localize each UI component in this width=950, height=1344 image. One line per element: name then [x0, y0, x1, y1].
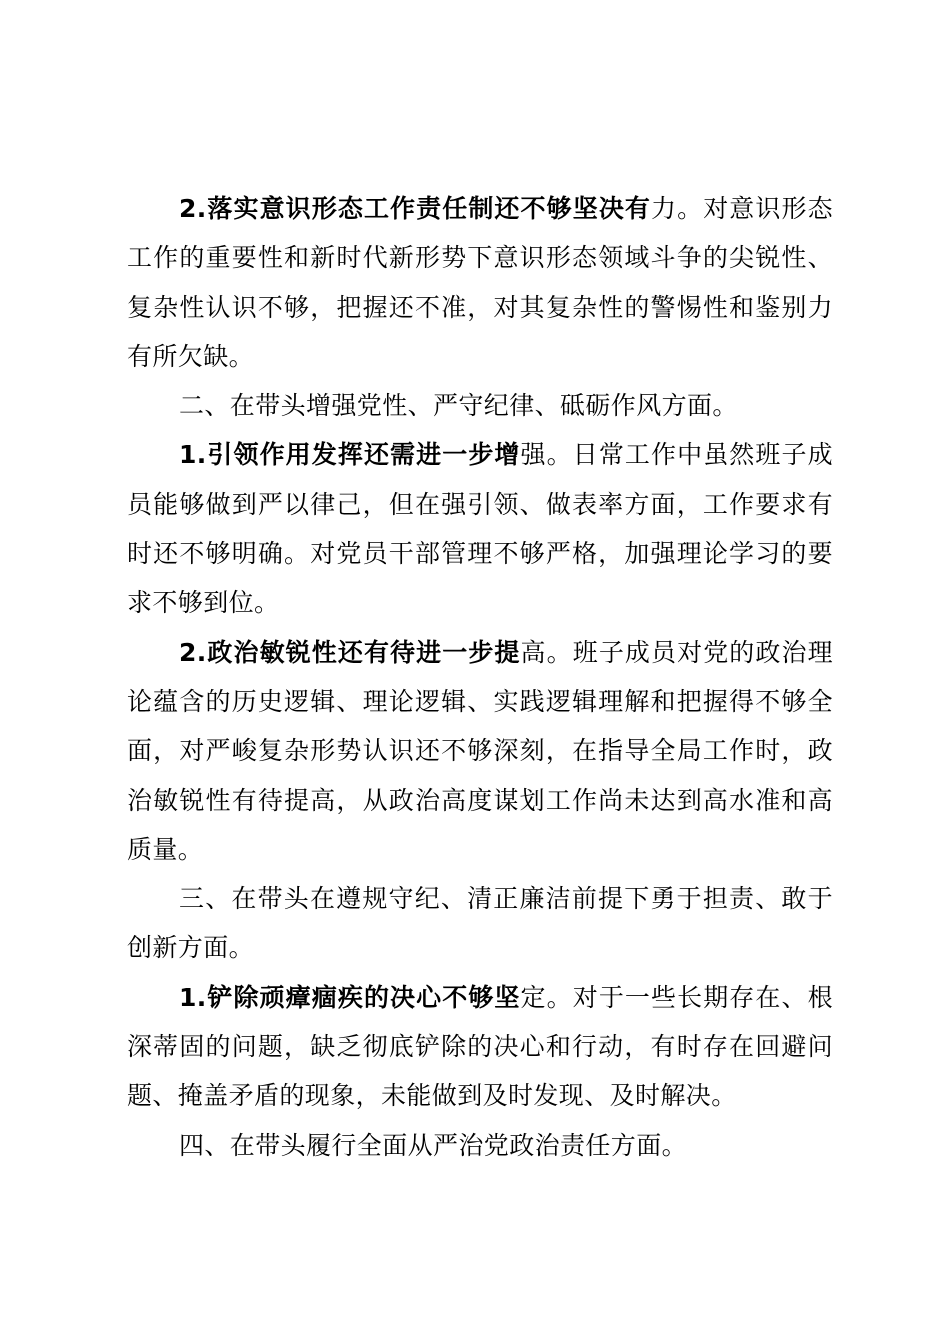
paragraph-lead: 1.引领作用发挥还需进一步增: [179, 440, 521, 470]
section-heading-three: [127, 874, 833, 973]
paragraph-text: 四、在带头履行全面从严治党政治责任方面。: [179, 1130, 688, 1160]
paragraph-political-sensitivity: [127, 628, 833, 874]
paragraph-text: 三、在带头在遵规守纪、清正廉洁前提下勇于担责、敢于创新方面。: [127, 884, 833, 963]
paragraph-lead: 1.铲除顽瘴痼疾的决心不够坚: [179, 982, 521, 1012]
paragraph-ideology-responsibility: [127, 184, 833, 381]
paragraph-eradication-resolve: [127, 973, 833, 1121]
section-heading-two: [127, 381, 833, 430]
paragraph-lead: 2.落实意识形态工作责任制还不够坚决有: [179, 194, 652, 223]
document-body: [127, 184, 833, 1170]
paragraph-text: 二、在带头增强党性、严守纪律、砥砺作风方面。: [179, 391, 738, 421]
paragraph-text: 力。对意识形态工作的重要性和新时代新形势下意识形态领域斗争的尖锐性、复杂性认识不够，把握还不准，对其复杂性的警惕性和鉴别力有所欠缺。: [127, 194, 833, 371]
paragraph-text: 定。对于一些长期存在、根深蒂固的问题，缺乏彻底铲除的决心和行动，有时存在回避问题、掩盖矛盾的现象，未能做到及时发现、及时解决。: [127, 982, 833, 1111]
paragraph-text: 强。日常工作中虽然班子成员能够做到严以律己，但在强引领、做表率方面，工作要求有时还不够明确。对党员干部管理不够严格，加强理论学习的要求不够到位。: [127, 440, 833, 618]
paragraph-lead: 2.政治敏锐性还有待进一步提: [179, 637, 521, 667]
section-heading-four: [127, 1121, 833, 1170]
paragraph-text: 高。班子成员对党的政治理论蕴含的历史逻辑、理论逻辑、实践逻辑理解和把握得不够全面，对严峻复杂形势认识还不够深刻，在指导全局工作时，政治敏锐性有待提高，从政治高度谋划工作尚未达到高水准和高质量。: [127, 637, 833, 864]
paragraph-leading-role: [127, 430, 833, 627]
